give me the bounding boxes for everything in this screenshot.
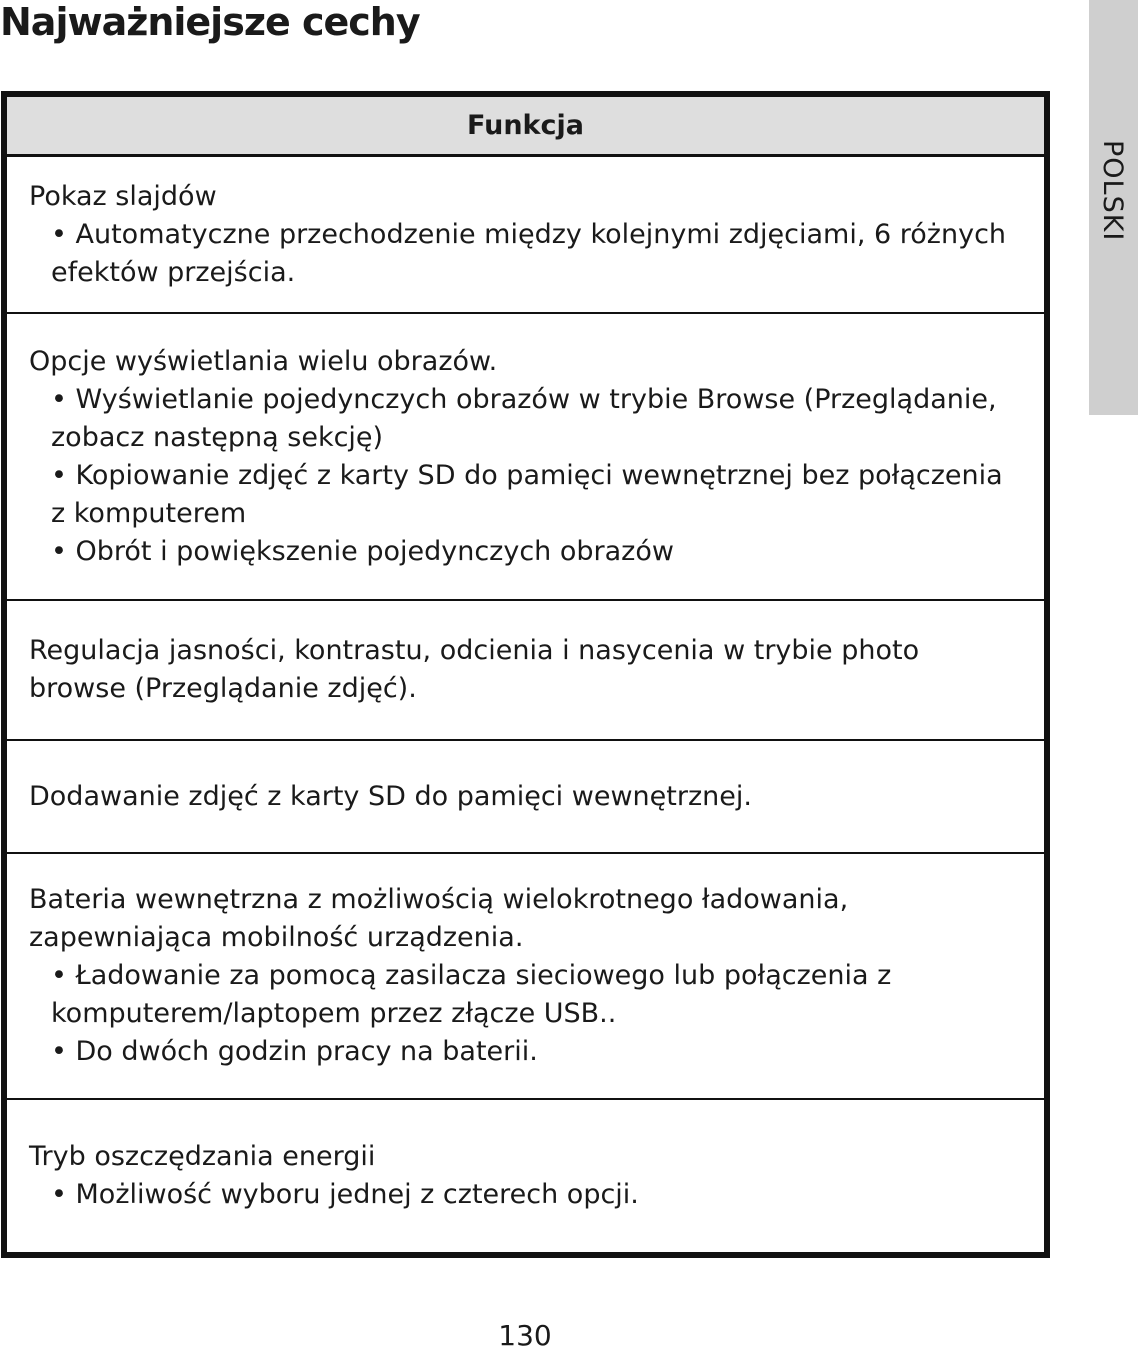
row-title: Tryb oszczędzania energii [29, 1141, 376, 1172]
table-row-image-adjustment [7, 601, 1044, 741]
bullet-list [29, 381, 1020, 571]
page-number: 130 [498, 1319, 552, 1352]
table-row-power-saving [7, 1100, 1044, 1252]
bullet-item: • Do dwóch godzin pracy na baterii. [51, 1033, 1020, 1071]
bullet-item: • Wyświetlanie pojedynczych obrazów w trybie Browse (Przeglądanie, zobacz następną sekcję) [51, 381, 1020, 457]
bullet-item: • Ładowanie za pomocą zasilacza sieciowego lub połączenia z komputerem/laptopem przez złącze USB.. [51, 957, 1020, 1033]
row-title: Bateria wewnętrzna z możliwością wielokrotnego ładowania, zapewniająca mobilność urządzenia. [29, 884, 849, 953]
row-title: Opcje wyświetlania wielu obrazów. [29, 345, 498, 377]
bullet-list [29, 1176, 1020, 1214]
row-title: Regulacja jasności, kontrastu, odcienia i nasycenia w trybie photo browse (Przeglądanie zdjęć). [29, 635, 920, 704]
table-row-slideshow [7, 157, 1044, 314]
page-title: Najważniejsze cechy [0, 0, 420, 44]
table-row-battery [7, 854, 1044, 1100]
table-row-display-options [7, 314, 1044, 601]
bullet-item: • Możliwość wyboru jednej z czterech opcji. [51, 1176, 1020, 1214]
bullet-item: • Kopiowanie zdjęć z karty SD do pamięci wewnętrznej bez połączenia z komputerem [51, 457, 1020, 533]
bullet-list [29, 957, 1020, 1071]
language-tab-label: POLSKI [1097, 140, 1128, 242]
row-title: Dodawanie zdjęć z karty SD do pamięci wewnętrznej. [29, 780, 752, 812]
table-row-add-photos [7, 741, 1044, 854]
bullet-item: • Obrót i powiększenie pojedynczych obrazów [51, 533, 1020, 571]
bullet-list [29, 216, 1020, 292]
bullet-item: • Automatyczne przechodzenie między kolejnymi zdjęciami, 6 różnych efektów przejścia. [51, 216, 1020, 292]
table-header: Funkcja [7, 97, 1044, 157]
features-table [1, 91, 1050, 1258]
row-title: Pokaz slajdów [29, 180, 217, 212]
